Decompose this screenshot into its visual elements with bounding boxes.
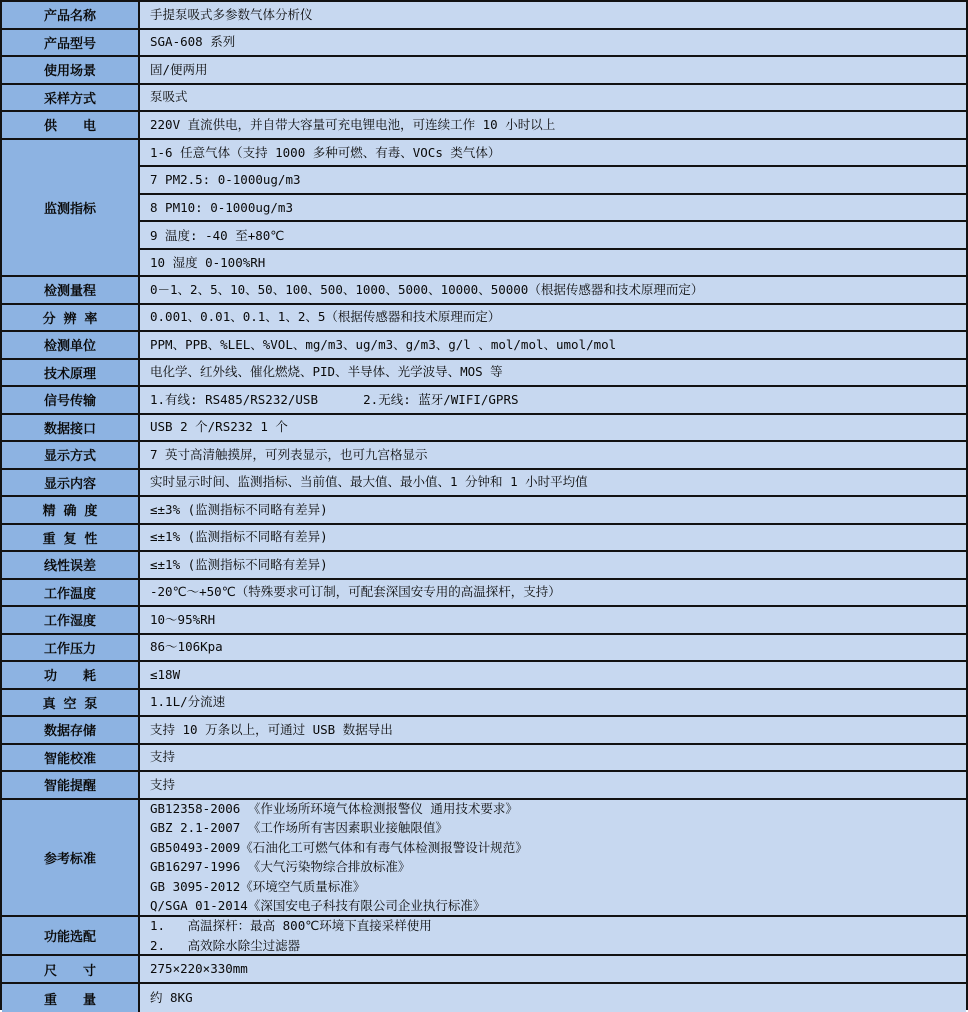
indicator-item: 8 PM10: 0-1000ug/m3 [140, 195, 966, 223]
standard-line: GB50493-2009《石油化工可燃气体和有毒气体检测报警设计规范》 [150, 839, 528, 855]
row-value-lines [140, 800, 966, 916]
row-value: 275×220×330mm [140, 956, 966, 982]
row-value: 1.有线: RS485/RS232/USB 2.无线: 蓝牙/WIFI/GPRS [140, 387, 966, 413]
spec-row-working-pressure [2, 635, 966, 663]
row-label: 检测量程 [2, 277, 140, 303]
row-label: 工作湿度 [2, 607, 140, 633]
spec-row-weight [2, 984, 966, 1012]
row-label: 线性误差 [2, 552, 140, 578]
option-line: 1. 高温探杆：最高 800℃环境下直接采样使用 [150, 918, 432, 933]
spec-row-smart-calibration [2, 745, 966, 773]
standard-line: Q/SGA 01-2014《深国安电子科技有限公司企业执行标准》 [150, 898, 486, 914]
row-label: 参考标准 [2, 800, 140, 916]
row-label: 技术原理 [2, 360, 140, 386]
row-value: 220V 直流供电，并自带大容量可充电锂电池，可连续工作 10 小时以上 [140, 112, 966, 138]
row-value: 泵吸式 [140, 85, 966, 111]
spec-row-detect-range [2, 277, 966, 305]
spec-row-optional-features [2, 917, 966, 956]
row-value: 电化学、红外线、催化燃烧、PID、半导体、光学波导、MOS 等 [140, 360, 966, 386]
row-label: 真 空 泵 [2, 690, 140, 716]
row-label: 重 量 [2, 984, 140, 1012]
spec-row-sampling [2, 85, 966, 113]
standard-line: GB16297-1996 《大气污染物综合排放标准》 [150, 859, 411, 875]
spec-row-display-content [2, 470, 966, 498]
row-value: USB 2 个/RS232 1 个 [140, 415, 966, 441]
row-value: 支持 [140, 772, 966, 798]
standard-line: GBZ 2.1-2007 《工作场所有害因素职业接触限值》 [150, 820, 448, 836]
row-label: 尺 寸 [2, 956, 140, 982]
spec-row-data-interface [2, 415, 966, 443]
row-label: 监测指标 [2, 140, 140, 276]
row-value: PPM、PPB、%LEL、%VOL、mg/m3、ug/m3、g/m3、g/l 、mol/mol、umol/mol [140, 332, 966, 358]
standard-line: GB12358-2006 《作业场所环境气体检测报警仪 通用技术要求》 [150, 800, 518, 816]
spec-row-reference-standards [2, 800, 966, 918]
row-value: 10～95%RH [140, 607, 966, 633]
row-value: 7 英寸高清触摸屏，可列表显示，也可九宫格显示 [140, 442, 966, 468]
row-label: 检测单位 [2, 332, 140, 358]
row-label: 智能提醒 [2, 772, 140, 798]
row-label: 显示方式 [2, 442, 140, 468]
row-label: 供 电 [2, 112, 140, 138]
spec-row-model [2, 30, 966, 58]
row-value: ≤±3% (监测指标不同略有差异) [140, 497, 966, 523]
row-label: 数据接口 [2, 415, 140, 441]
row-value: 支持 10 万条以上，可通过 USB 数据导出 [140, 717, 966, 743]
indicator-item: 10 湿度 0-100%RH [140, 250, 966, 276]
spec-row-data-storage [2, 717, 966, 745]
row-label: 工作温度 [2, 580, 140, 606]
row-label: 产品名称 [2, 2, 140, 28]
spec-row-signal-transmission [2, 387, 966, 415]
indicator-item: 1-6 任意气体（支持 1000 多种可燃、有毒、VOCs 类气体） [140, 140, 966, 168]
row-label: 功能选配 [2, 917, 140, 954]
row-value: 固/便两用 [140, 57, 966, 83]
spec-row-display-mode [2, 442, 966, 470]
row-value: 约 8KG [140, 984, 966, 1012]
row-value: ≤±1% (监测指标不同略有差异) [140, 552, 966, 578]
row-value: 1.1L/分流速 [140, 690, 966, 716]
option-line: 2. 高效除水除尘过滤器 [150, 937, 301, 953]
row-label: 使用场景 [2, 57, 140, 83]
row-value: 0.001、0.01、0.1、1、2、5（根据传感器和技术原理而定） [140, 305, 966, 331]
spec-row-resolution [2, 305, 966, 333]
row-label: 显示内容 [2, 470, 140, 496]
row-label: 采样方式 [2, 85, 140, 111]
standard-line: GB 3095-2012《环境空气质量标准》 [150, 878, 366, 894]
spec-row-usage-scene [2, 57, 966, 85]
row-value: SGA-608 系列 [140, 30, 966, 56]
spec-row-vacuum-pump [2, 690, 966, 718]
row-value: 86～106Kpa [140, 635, 966, 661]
row-value: 0－1、2、5、10、50、100、500、1000、5000、10000、50000（根据传感器和技术原理而定） [140, 277, 966, 303]
row-value: ≤18W [140, 662, 966, 688]
spec-row-monitor-indicators [2, 140, 966, 278]
row-value: 支持 [140, 745, 966, 771]
row-value: ≤±1% (监测指标不同略有差异) [140, 525, 966, 551]
spec-row-product-name [2, 2, 966, 30]
row-label: 重 复 性 [2, 525, 140, 551]
spec-row-dimensions [2, 956, 966, 984]
spec-row-linearity-error [2, 552, 966, 580]
spec-row-accuracy [2, 497, 966, 525]
spec-row-repeatability [2, 525, 966, 553]
row-label: 功 耗 [2, 662, 140, 688]
row-value: 实时显示时间、监测指标、当前值、最大值、最小值、1 分钟和 1 小时平均值 [140, 470, 966, 496]
row-value-lines [140, 917, 966, 954]
row-label: 产品型号 [2, 30, 140, 56]
spec-row-working-temperature [2, 580, 966, 608]
spec-row-power-consumption [2, 662, 966, 690]
spec-row-units [2, 332, 966, 360]
row-value: -20℃～+50℃（特殊要求可订制，可配套深国安专用的高温探杆，支持） [140, 580, 966, 606]
row-label: 精 确 度 [2, 497, 140, 523]
row-label: 工作压力 [2, 635, 140, 661]
spec-row-working-humidity [2, 607, 966, 635]
row-label: 智能校准 [2, 745, 140, 771]
spec-row-power [2, 112, 966, 140]
row-value-group [140, 140, 966, 276]
spec-row-smart-reminder [2, 772, 966, 800]
indicator-item: 7 PM2.5: 0-1000ug/m3 [140, 167, 966, 195]
spec-row-tech-principle [2, 360, 966, 388]
row-label: 分 辨 率 [2, 305, 140, 331]
indicator-item: 9 温度: -40 至+80℃ [140, 222, 966, 250]
row-value: 手提泵吸式多参数气体分析仪 [140, 2, 966, 28]
row-label: 信号传输 [2, 387, 140, 413]
row-label: 数据存储 [2, 717, 140, 743]
